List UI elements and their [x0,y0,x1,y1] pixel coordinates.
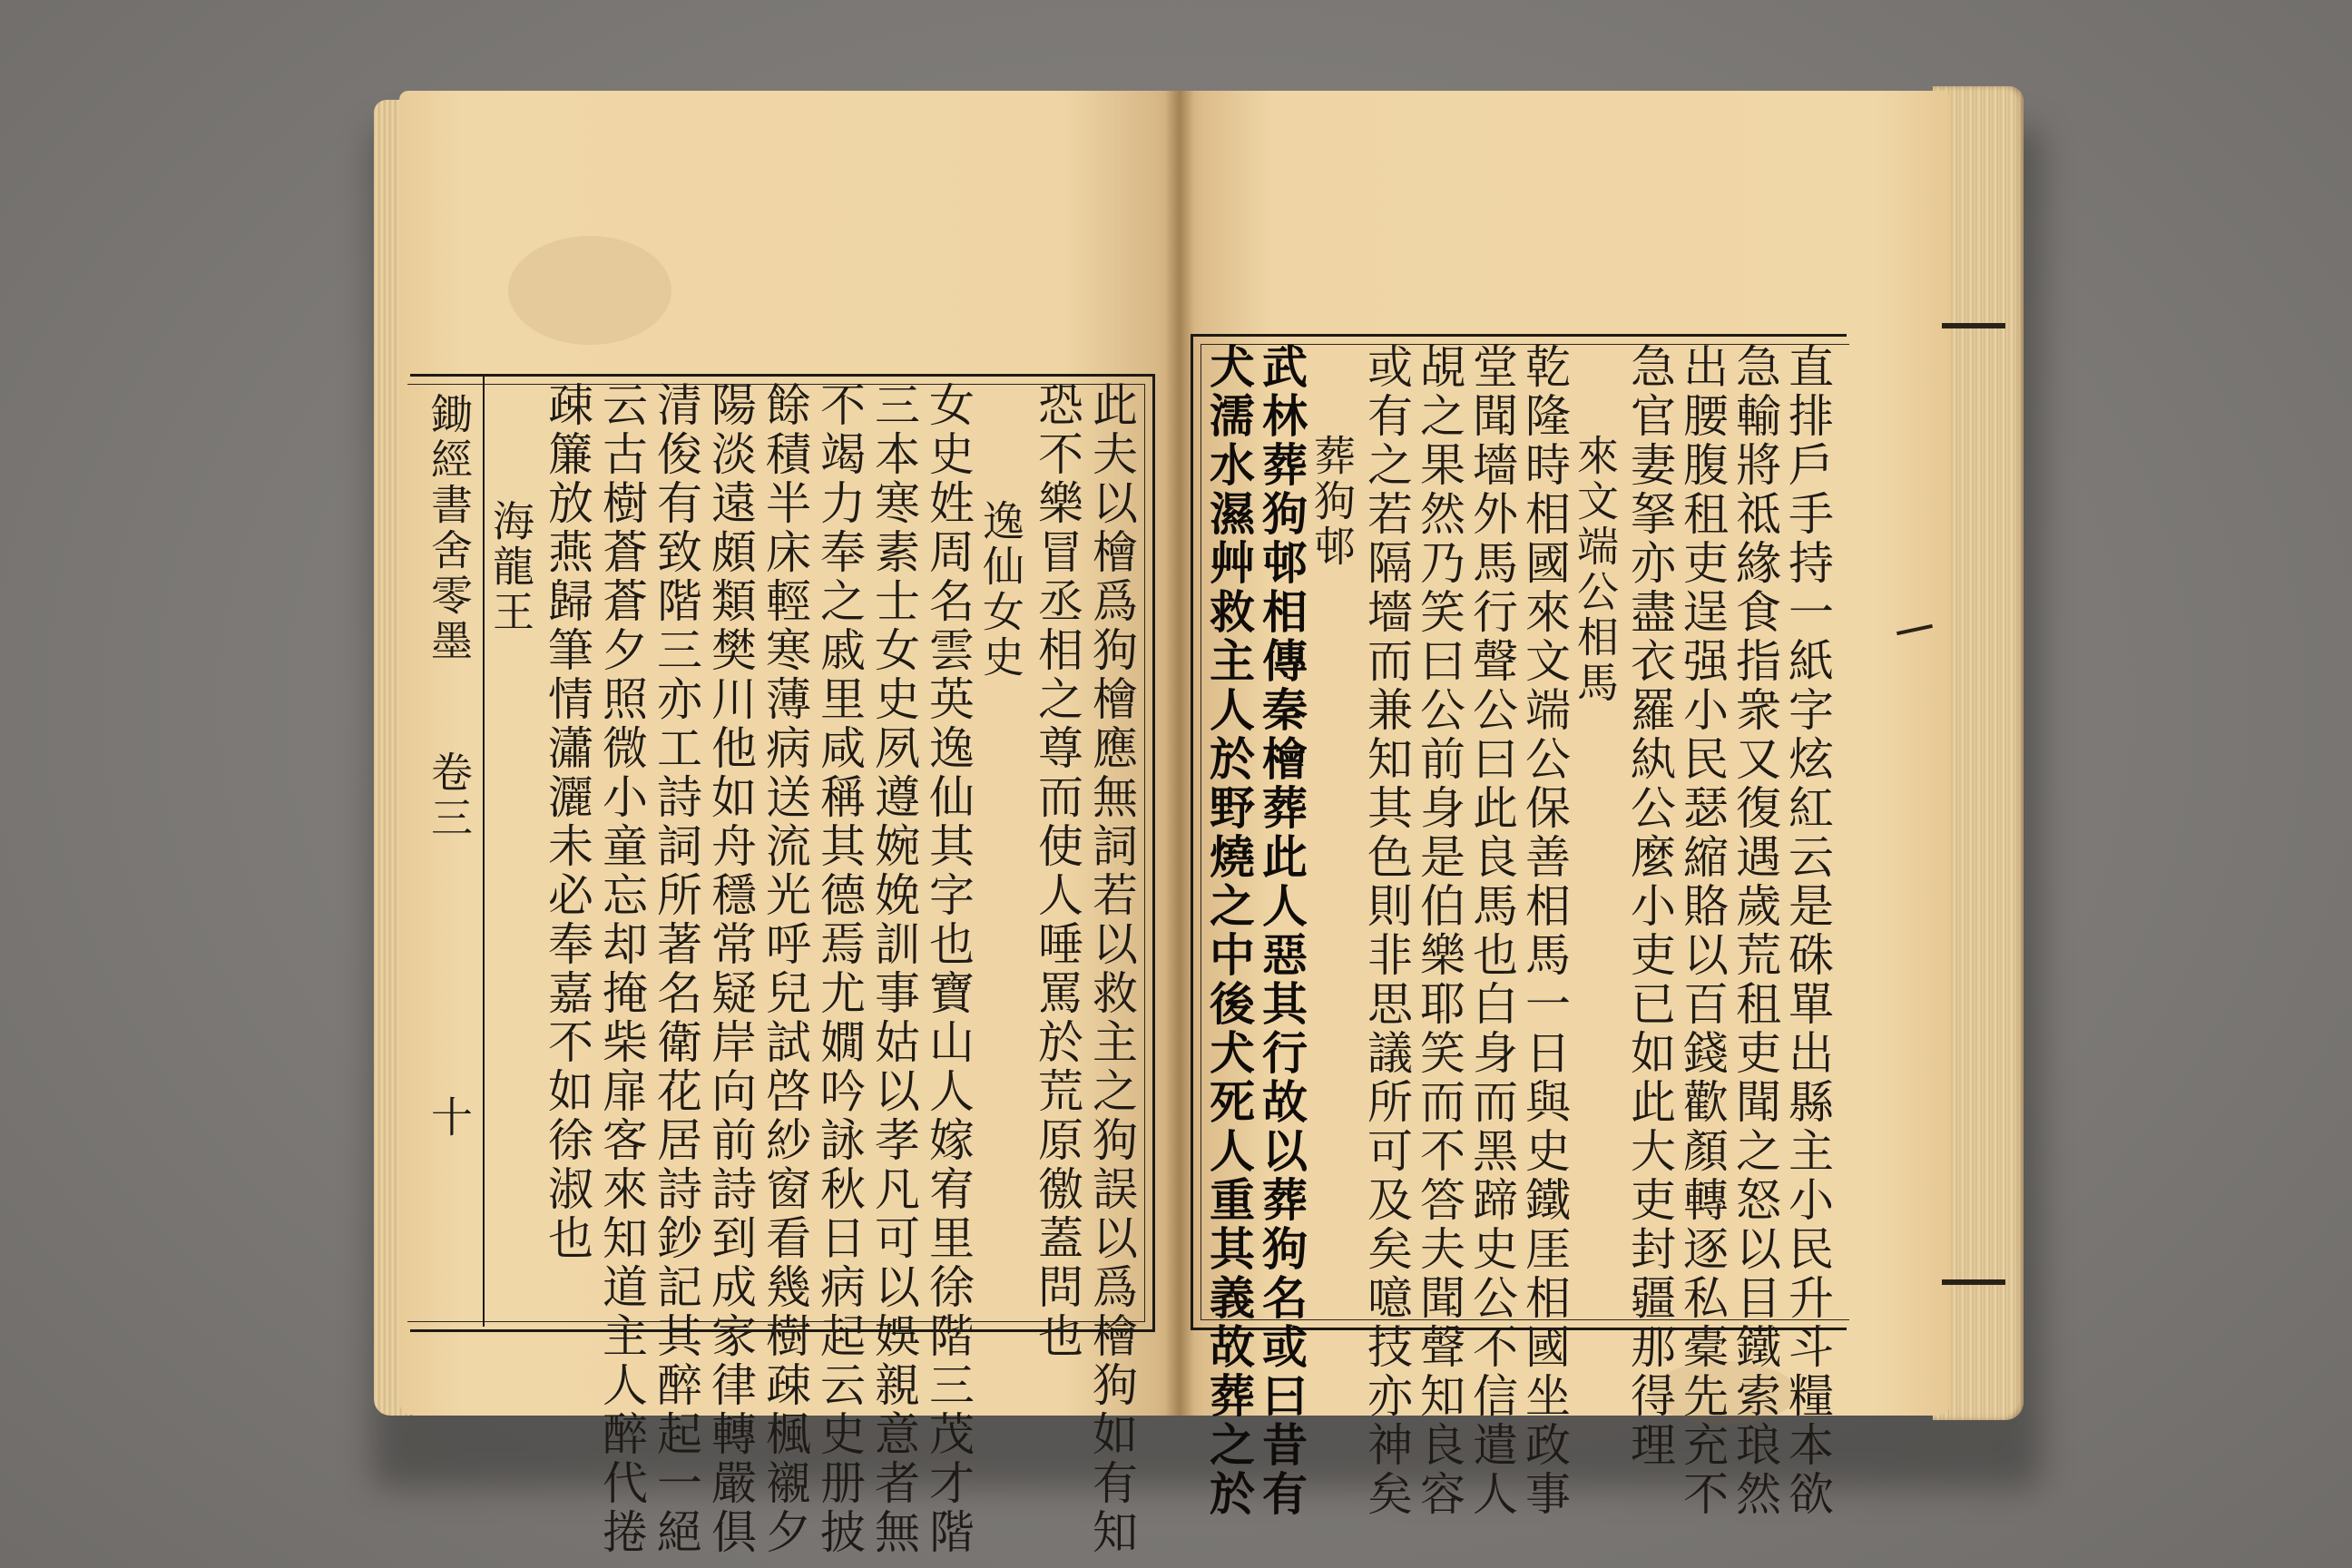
banxin-title: 鋤經書舍零墨 [425,392,474,664]
text-column: 或有之若隔墻而兼知其色則非思議所可及矣噫技亦神矣 [1360,343,1413,1519]
text-column: 三本寒素士女史夙遵婉娩訓事姑以孝凡可以娛親意者無 [867,381,920,1557]
banxin-folio: 十 [425,1095,474,1141]
paper-stain [508,236,671,345]
text-column: 疎簾放燕歸筆情瀟灑未必奉嘉不如徐淑也 [541,381,593,1263]
text-column: 覘之果然乃笑曰公前身是伯樂耶笑而不答夫聞聲知良容 [1413,343,1465,1519]
text-column: 恐不樂冒丞相之尊而使人唾罵於荒原徼蓋問也 [1031,381,1083,1361]
text-column: 餘積半床輕寒薄病送流光呼兒試啓紗窗看幾樹疎楓襯夕 [759,381,811,1557]
text-column: 急官妻拏亦盡衣羅紈公麼小吏已如此大吏封疆那得理 [1623,343,1676,1470]
right-page-text [1202,343,1838,1519]
section-heading: 海龍王 [486,499,535,635]
fore-edge-mark [1942,1279,2005,1285]
section-heading: 葬狗邨 [1308,434,1357,570]
text-column: 不竭力奉之戚里咸稱其德焉尤嫺吟詠秋日病起云史册披 [813,381,866,1557]
text-column: 清俊有致階三亦工詩詞所著名衛花居詩鈔記其醉起一絕 [650,381,702,1557]
text-column: 此夫以檜爲狗檜應無詞若以救主之狗誤以爲檜狗如有知 [1085,381,1138,1557]
text-column: 女史姓周名雲英逸仙其字也寶山人嫁宥里徐階三茂才階 [922,381,975,1557]
section-heading: 逸仙女史 [976,499,1025,681]
text-column: 急輸將祗緣食指衆又復遇歲荒租吏聞之怒以目鐵索琅然 [1729,343,1781,1519]
section-heading: 來文端公相馬 [1571,434,1620,706]
fore-edge-mark [1942,323,2005,328]
text-column: 直排戶手持一紙字炫紅云是硃單出縣主小民升斗糧本欲 [1781,343,1834,1519]
text-column: 陽淡遠頗類樊川他如舟穩常疑岸向前詩到成家律轉嚴俱 [704,381,757,1557]
text-column: 武林葬狗邨相傳秦檜葬此人惡其行故以葬狗名或曰昔有 [1255,343,1308,1519]
text-column: 乾隆時相國來文端公保善相馬一日與史鐵厓相國坐政事 [1518,343,1571,1519]
text-column: 堂聞墻外馬行聲公曰此良馬也白身而黑蹄史公不信遣人 [1465,343,1518,1519]
banxin-volume: 卷三 [425,750,474,841]
text-column: 犬濡水濕艸救主人於野燒之中後犬死人重其義故葬之於 [1202,343,1256,1519]
banxin-column [419,374,485,1327]
left-page-text [486,381,1143,1557]
text-column: 云古樹蒼蒼夕照微小童忘却掩柴扉客來知道主人醉代捲 [595,381,648,1557]
text-column: 出腰腹租吏逞强小民瑟縮賂以百錢歡顏轉逐私橐先充不 [1676,343,1729,1519]
